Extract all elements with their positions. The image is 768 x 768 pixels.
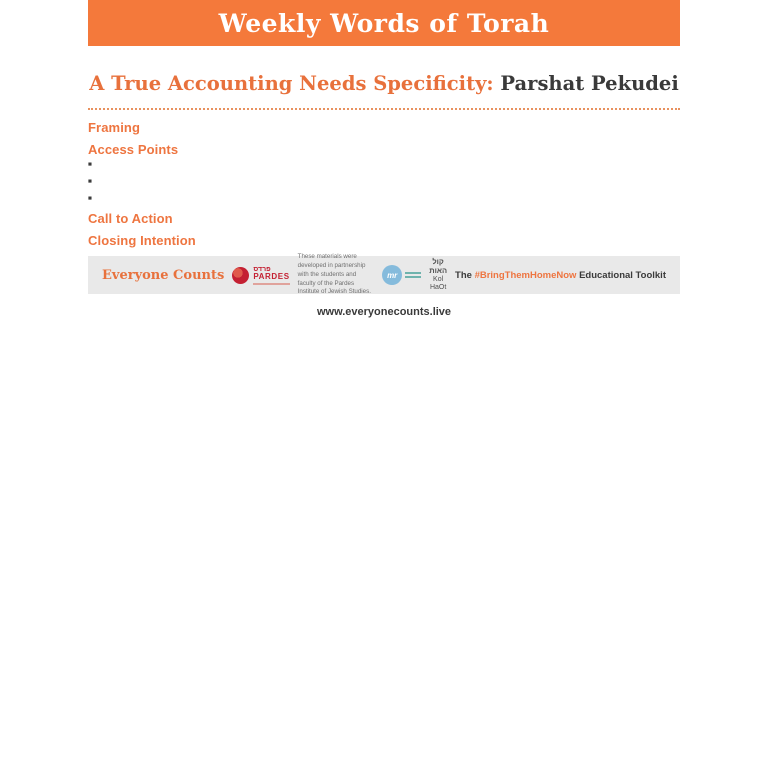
call-to-action-heading: Call to Action	[88, 211, 173, 227]
pardes-wordmark	[253, 266, 289, 285]
everyone-counts-logo: Everyone Counts	[102, 267, 225, 283]
kol-haot-hebrew-label: קול האות	[429, 257, 448, 276]
access-points-heading: Access Points	[88, 142, 179, 158]
page-title-highlight: A True Accounting Needs Specificity:	[89, 72, 501, 95]
pardes-tagline-bar	[253, 283, 289, 285]
partner-logo	[382, 265, 421, 285]
banner-title: Weekly Words of Torah	[218, 8, 550, 38]
bullet-square-icon: ■	[88, 195, 92, 203]
toolkit-label	[455, 270, 666, 281]
dotted-divider	[88, 108, 680, 110]
kol-haot-logo	[429, 258, 447, 291]
toolkit-the: The	[455, 269, 475, 281]
pardes-logo	[232, 266, 289, 285]
toolkit-hashtag: #BringThemHomeNow	[474, 269, 577, 281]
access-point-item-1	[88, 159, 680, 170]
page-title-parsha: Parshat Pekudei	[500, 72, 679, 95]
document-page	[88, 0, 680, 318]
bullet-square-icon: ■	[88, 178, 92, 186]
section-closing-intention	[88, 233, 680, 248]
bullet-square-icon: ■	[88, 161, 92, 169]
section-call-to-action	[88, 211, 680, 226]
pardes-hebrew-label: פרדס	[253, 265, 271, 273]
section-framing	[88, 120, 680, 135]
pardes-pomegranate-icon	[232, 267, 249, 284]
partner-logo-text-lines	[405, 272, 421, 278]
header-banner	[88, 0, 680, 46]
kol-haot-latin-label: Kol HaOt	[429, 275, 447, 291]
section-access-points	[88, 142, 680, 204]
access-point-item-3	[88, 193, 680, 204]
access-point-item-2	[88, 176, 680, 187]
footer	[88, 253, 680, 296]
toolkit-rest: Educational Toolkit	[576, 269, 666, 281]
pardes-latin-label: PARDES	[253, 272, 290, 282]
partnership-text: These materials were developed in partnership with the students and faculty of the Pardes Institute of Jewish Studies.	[297, 253, 371, 296]
partner-circle-icon: mr	[382, 265, 402, 285]
website-url: www.everyonecounts.live	[316, 306, 452, 319]
closing-intention-heading: Closing Intention	[88, 233, 196, 249]
page-title	[88, 72, 680, 95]
framing-heading: Framing	[88, 120, 140, 136]
